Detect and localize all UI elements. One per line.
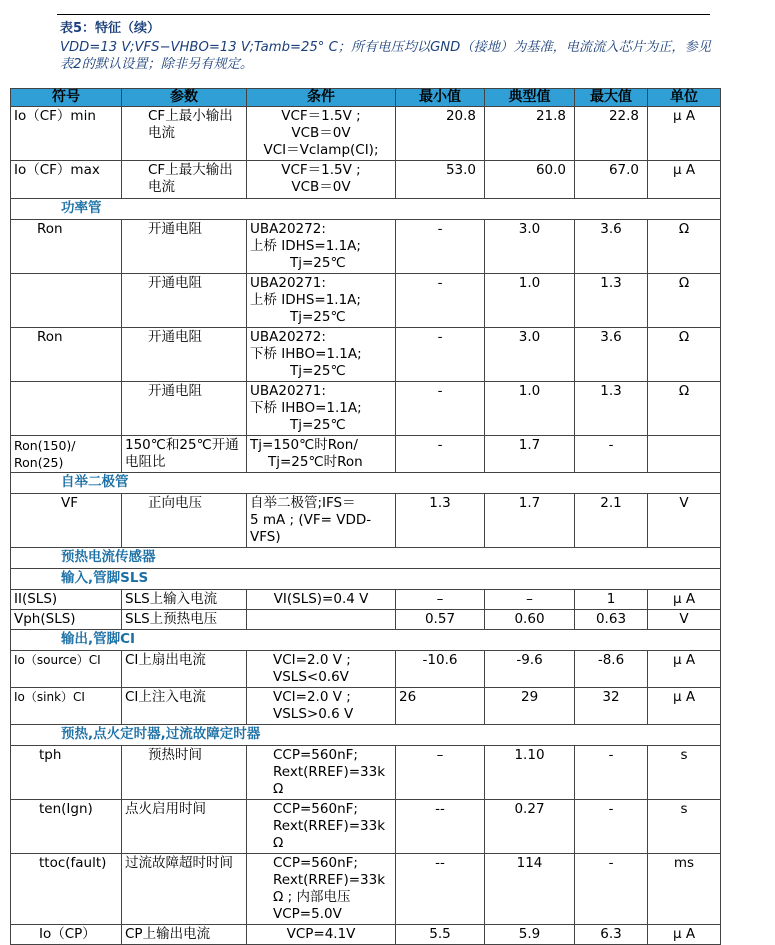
parameter-cell: 预热时间 — [122, 746, 247, 800]
section-row — [11, 199, 721, 220]
typ-cell: 21.8 — [485, 107, 575, 161]
parameter-cell: 正向电压 — [122, 494, 247, 548]
unit-cell: Ω — [648, 274, 721, 328]
typ-cell: 1.10 — [485, 746, 575, 800]
symbol-cell: tph — [11, 746, 122, 800]
table-row — [11, 220, 721, 274]
symbol-cell — [11, 382, 122, 436]
table-row — [11, 746, 721, 800]
max-cell: 67.0 — [575, 161, 648, 199]
min-cell: - — [396, 436, 485, 473]
col-conditions: 条件 — [247, 89, 396, 107]
symbol-cell: Io（sink）CI — [11, 688, 122, 725]
parameter-cell: CP上输出电流 — [122, 925, 247, 945]
symbol-cell: Vph(SLS) — [11, 610, 122, 630]
parameter-cell: 过流故障超时时间 — [122, 854, 247, 925]
symbol-cell: Io（CF）min — [11, 107, 122, 161]
table-row — [11, 590, 721, 610]
max-cell: 1 — [575, 590, 648, 610]
table-title: 表5：特征（续） — [60, 21, 161, 36]
condition-cell: CCP=560nF; Rext(RREF)=33k Ω — [247, 800, 396, 854]
min-cell: 0.57 — [396, 610, 485, 630]
max-cell: 1.3 — [575, 274, 648, 328]
min-cell: 5.5 — [396, 925, 485, 945]
section-title: 预热电流传感器 — [11, 548, 721, 569]
header-rule — [57, 14, 710, 15]
section-row — [11, 473, 721, 494]
condition-cell: VCF＝1.5V ; VCB＝0V — [247, 161, 396, 199]
max-cell: - — [575, 854, 648, 925]
section-title: 输出,管脚CI — [11, 630, 721, 651]
min-cell: - — [396, 328, 485, 382]
max-cell: - — [575, 436, 648, 473]
max-cell: -8.6 — [575, 651, 648, 688]
col-typ: 典型值 — [485, 89, 575, 107]
condition-cell: VCF＝1.5V ; VCB＝0V VCI＝Vclamp(CI); — [247, 107, 396, 161]
typ-cell: 3.0 — [485, 328, 575, 382]
unit-cell — [648, 436, 721, 473]
typ-cell: 29 — [485, 688, 575, 725]
typ-cell: 1.7 — [485, 436, 575, 473]
table-row — [11, 161, 721, 199]
unit-cell: μ A — [648, 925, 721, 945]
typ-cell: 0.27 — [485, 800, 575, 854]
unit-cell: V — [648, 494, 721, 548]
min-cell: 53.0 — [396, 161, 485, 199]
typ-cell: 1.0 — [485, 274, 575, 328]
parameter-cell: 开通电阻 — [122, 220, 247, 274]
parameter-cell: CF上最大输出电流 — [122, 161, 247, 199]
unit-cell: V — [648, 610, 721, 630]
symbol-cell: Io（CP） — [11, 925, 122, 945]
unit-cell: ms — [648, 854, 721, 925]
parameter-cell: SLS上预热电压 — [122, 610, 247, 630]
unit-cell: Ω — [648, 328, 721, 382]
typ-cell: 5.9 — [485, 925, 575, 945]
section-row — [11, 548, 721, 569]
condition-cell: 自举二极管;IFS＝ 5 mA ; (VF= VDD- VFS) — [247, 494, 396, 548]
col-symbol: 符号 — [11, 89, 122, 107]
table-row — [11, 494, 721, 548]
parameter-cell: 开通电阻 — [122, 328, 247, 382]
typ-cell: – — [485, 590, 575, 610]
min-cell: 26 — [396, 688, 485, 725]
min-cell: 20.8 — [396, 107, 485, 161]
condition-cell: UBA20271: 下桥 IHBO=1.1A; Tj=25℃ — [247, 382, 396, 436]
symbol-cell: ten(Ign) — [11, 800, 122, 854]
condition-cell: VCP=4.1V — [247, 925, 396, 945]
condition-cell: Tj=150℃时Ron/ Tj=25℃时Ron — [247, 436, 396, 473]
unit-cell: μ A — [648, 161, 721, 199]
table-row — [11, 436, 721, 473]
table-row — [11, 854, 721, 925]
col-max: 最大值 — [575, 89, 648, 107]
table-row — [11, 651, 721, 688]
table-row — [11, 107, 721, 161]
symbol-cell: Io（CF）max — [11, 161, 122, 199]
parameter-cell: 开通电阻 — [122, 382, 247, 436]
unit-cell: Ω — [648, 382, 721, 436]
max-cell: 3.6 — [575, 220, 648, 274]
caption-line-1: VDD=13 V;VFS−VHBO=13 V;Tamb=25° C；所有电压均以GND（接地）为基准，电流流入芯片为正，参见 — [60, 40, 711, 55]
unit-cell: μ A — [648, 688, 721, 725]
min-cell: – — [396, 746, 485, 800]
col-min: 最小值 — [396, 89, 485, 107]
table-row — [11, 800, 721, 854]
symbol-cell — [11, 274, 122, 328]
min-cell: 1.3 — [396, 494, 485, 548]
condition-cell: CCP=560nF; Rext(RREF)=33k Ω ; 内部电压 VCP=5.0V — [247, 854, 396, 925]
typ-cell: 60.0 — [485, 161, 575, 199]
table-row — [11, 925, 721, 945]
max-cell: 0.63 — [575, 610, 648, 630]
min-cell: - — [396, 382, 485, 436]
condition-cell — [247, 610, 396, 630]
symbol-cell: ttoc(fault) — [11, 854, 122, 925]
unit-cell: μ A — [648, 107, 721, 161]
parameter-cell: CI上扇出电流 — [122, 651, 247, 688]
min-cell: - — [396, 274, 485, 328]
typ-cell: 1.0 — [485, 382, 575, 436]
section-title: 预热,点火定时器,过流故障定时器 — [11, 725, 721, 746]
typ-cell: 114 — [485, 854, 575, 925]
max-cell: 6.3 — [575, 925, 648, 945]
condition-cell: VI(SLS)=0.4 V — [247, 590, 396, 610]
section-row — [11, 569, 721, 590]
max-cell: 2.1 — [575, 494, 648, 548]
symbol-cell: Ron(150)/ Ron(25) — [11, 436, 122, 473]
min-cell: -- — [396, 854, 485, 925]
unit-cell: μ A — [648, 651, 721, 688]
symbol-cell: II(SLS) — [11, 590, 122, 610]
condition-cell: UBA20272: 下桥 IHBO=1.1A; Tj=25℃ — [247, 328, 396, 382]
unit-cell: Ω — [648, 220, 721, 274]
max-cell: 22.8 — [575, 107, 648, 161]
unit-cell: μ A — [648, 590, 721, 610]
symbol-cell: Ron — [11, 328, 122, 382]
condition-cell: UBA20271: 上桥 IDHS=1.1A; Tj=25℃ — [247, 274, 396, 328]
caption-line-2: 表2的默认设置；除非另有规定。 — [60, 57, 254, 72]
parameter-cell: SLS上输入电流 — [122, 590, 247, 610]
table-row — [11, 274, 721, 328]
symbol-cell: Ron — [11, 220, 122, 274]
condition-cell: VCI=2.0 V ; VSLS<0.6V — [247, 651, 396, 688]
section-row — [11, 725, 721, 746]
min-cell: -10.6 — [396, 651, 485, 688]
section-title: 输入,管脚SLS — [11, 569, 721, 590]
condition-cell: CCP=560nF; Rext(RREF)=33k Ω — [247, 746, 396, 800]
symbol-cell: Io（source）CI — [11, 651, 122, 688]
parameter-cell: CF上最小输出电流 — [122, 107, 247, 161]
typ-cell: -9.6 — [485, 651, 575, 688]
max-cell: 32 — [575, 688, 648, 725]
parameter-cell: 点火启用时间 — [122, 800, 247, 854]
unit-cell: s — [648, 746, 721, 800]
condition-cell: UBA20272: 上桥 IDHS=1.1A; Tj=25℃ — [247, 220, 396, 274]
parameter-cell: 150℃和25℃开通电阻比 — [122, 436, 247, 473]
section-title: 自举二极管 — [11, 473, 721, 494]
typ-cell: 1.7 — [485, 494, 575, 548]
max-cell: - — [575, 800, 648, 854]
table-row — [11, 610, 721, 630]
symbol-cell: VF — [11, 494, 122, 548]
min-cell: - — [396, 220, 485, 274]
max-cell: 3.6 — [575, 328, 648, 382]
col-parameter: 参数 — [122, 89, 247, 107]
table-header-row — [11, 89, 721, 107]
max-cell: 1.3 — [575, 382, 648, 436]
condition-cell: VCI=2.0 V ; VSLS>0.6 V — [247, 688, 396, 725]
table-row — [11, 382, 721, 436]
unit-cell: s — [648, 800, 721, 854]
min-cell: – — [396, 590, 485, 610]
col-unit: 单位 — [648, 89, 721, 107]
section-row — [11, 630, 721, 651]
typ-cell: 3.0 — [485, 220, 575, 274]
min-cell: -- — [396, 800, 485, 854]
table-row — [11, 688, 721, 725]
section-title: 功率管 — [11, 199, 721, 220]
parameter-cell: 开通电阻 — [122, 274, 247, 328]
parameter-cell: CI上注入电流 — [122, 688, 247, 725]
characteristics-table — [10, 88, 721, 945]
max-cell: - — [575, 746, 648, 800]
typ-cell: 0.60 — [485, 610, 575, 630]
table-row — [11, 328, 721, 382]
